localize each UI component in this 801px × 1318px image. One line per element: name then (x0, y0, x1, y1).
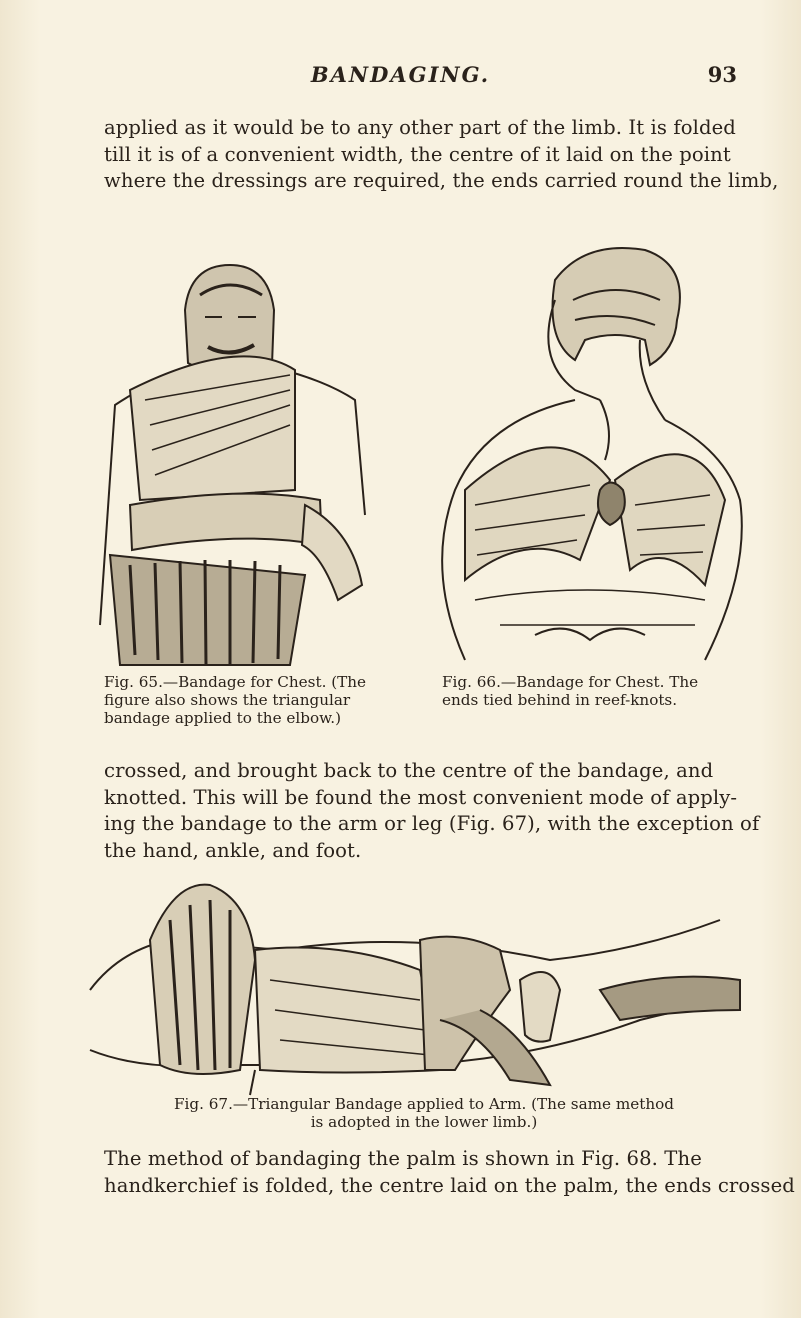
text-line: The method of bandaging the palm is shown in Fig. 68. The (104, 1147, 702, 1170)
figure-65-illustration (90, 255, 390, 675)
figure-66-illustration (405, 240, 750, 680)
text-line: the hand, ankle, and foot. (104, 838, 362, 862)
figure-67-illustration (80, 870, 750, 1100)
text-line: where the dressings are required, the ends carried round the limb, (104, 169, 779, 192)
paragraph-1 (104, 115, 779, 195)
paragraph-3 (104, 1146, 795, 1199)
text-line: ing the bandage to the arm or leg (Fig. 67), with the exception of (104, 812, 760, 835)
figure-65-caption (104, 673, 404, 727)
text-line: till it is of a convenient width, the centre of it laid on the point (104, 142, 731, 166)
caption-line: Fig. 65.—Bandage for Chest. (The (104, 673, 367, 691)
caption-line: bandage applied to the elbow.) (104, 709, 342, 727)
text-line: crossed, and brought back to the centre of the bandage, and (104, 759, 714, 782)
text-line: knotted. This will be found the most convenient mode of apply- (104, 785, 738, 809)
text-line: handkerchief is folded, the centre laid on the palm, the ends crossed (104, 1173, 795, 1197)
caption-line: figure also shows the triangular (104, 691, 351, 709)
text-line: applied as it would be to any other part of the limb. It is folded (104, 116, 736, 139)
caption-line: Fig. 67.—Triangular Bandage applied to Arm. (The same method (174, 1095, 674, 1113)
figure-67-caption (104, 1095, 744, 1131)
caption-line: Fig. 66.—Bandage for Chest. The (442, 673, 699, 691)
caption-line: ends tied behind in reef-knots. (442, 691, 678, 709)
page-number: 93 (707, 62, 737, 87)
figure-66-caption (442, 673, 742, 709)
page-header (0, 62, 801, 92)
caption-line: is adopted in the lower limb.) (310, 1113, 538, 1131)
paragraph-2 (104, 758, 760, 864)
running-head: BANDAGING. (310, 62, 491, 87)
